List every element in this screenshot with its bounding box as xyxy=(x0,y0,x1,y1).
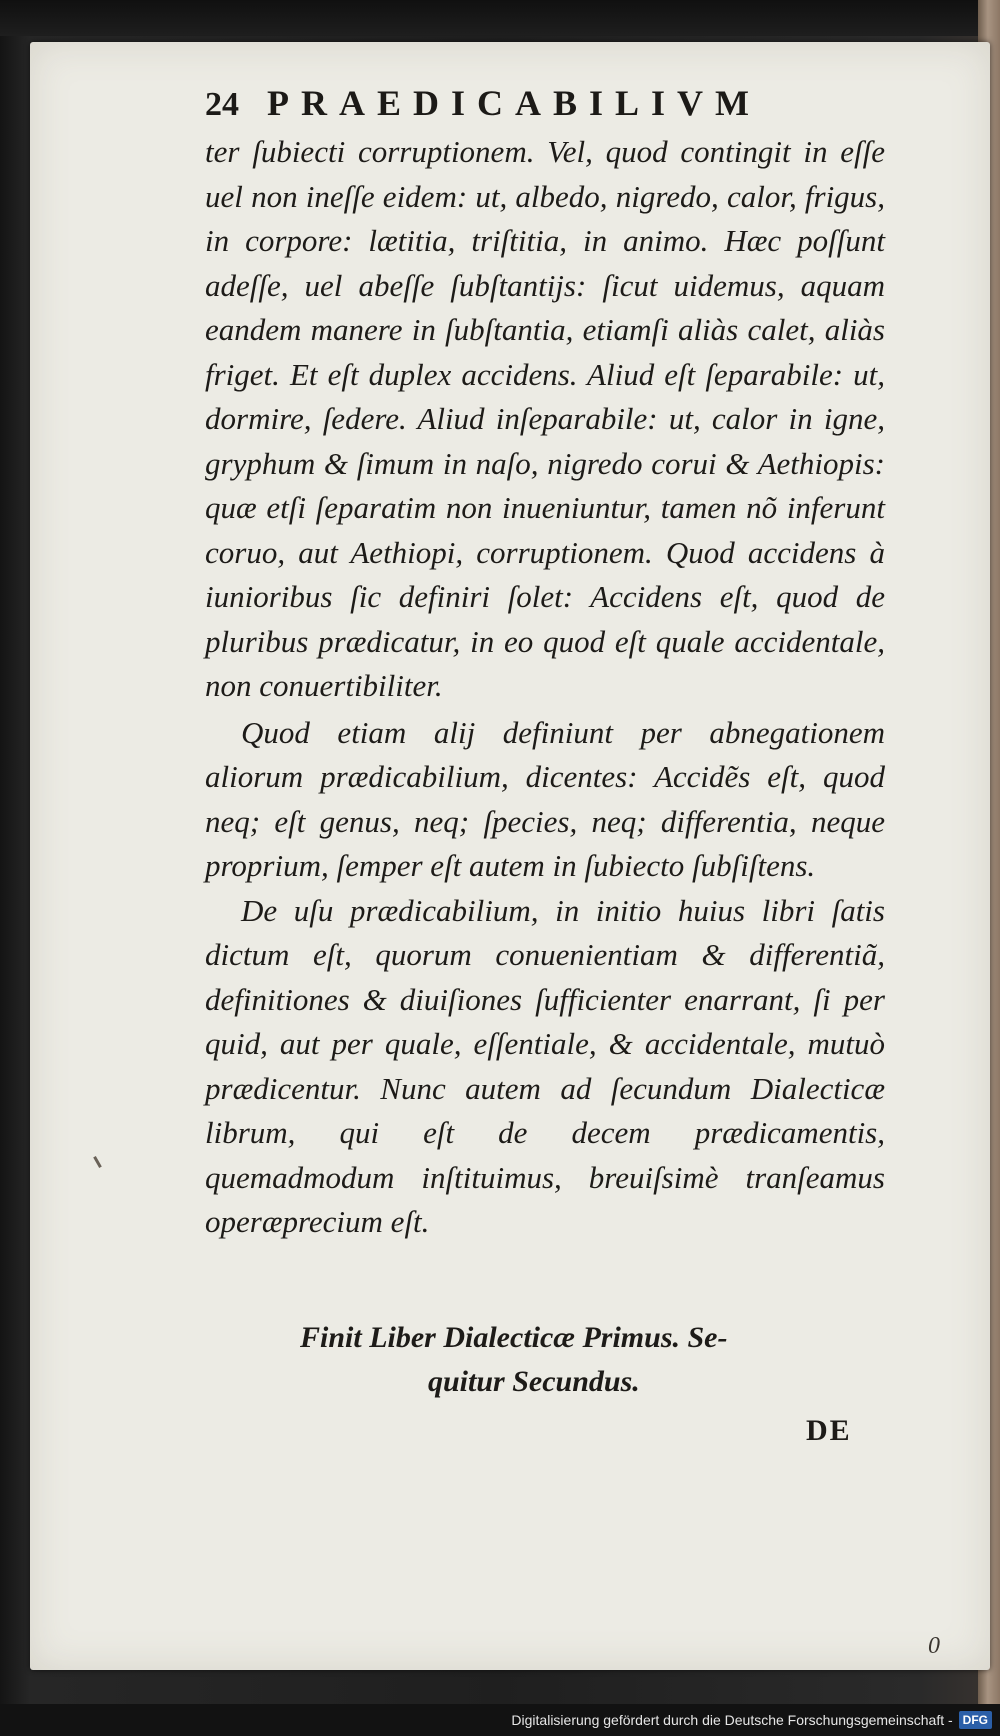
scan-top-edge xyxy=(0,0,1000,36)
colophon xyxy=(300,1316,780,1404)
digitization-footer xyxy=(0,1704,1000,1736)
body-text xyxy=(205,130,885,1245)
footer-credit: Digitalisierung gefördert durch die Deutsche Forschungsgemeinschaft - xyxy=(511,1712,953,1728)
running-head xyxy=(205,82,845,124)
catchword: DE xyxy=(806,1414,852,1447)
paragraph-2: Quod etiam alij definiunt per abnegationem aliorum prædicabilium, dicentes: Accidẽs eſt, quod neq; eſt genus, neq; ſpecies, neq; differentia, neque proprium, ſemper eſt autem in ſubiecto ſubſiſtens. xyxy=(205,714,885,883)
running-title: PRAEDICABILIVM xyxy=(267,83,762,123)
colophon-line-2: quitur Secundus. xyxy=(428,1365,640,1398)
corner-mark: 0 xyxy=(928,1633,940,1659)
dfg-logo: DFG xyxy=(959,1711,992,1729)
page-number: 24 xyxy=(205,86,239,123)
paragraph-1: ter ſubiecti corruptionem. Vel, quod contingit in eſſe uel non ineſſe eidem: ut, albedo, nigredo, calor, frigus, in corpore: lætitia, triſtitia, in animo. Hæc poſſunt adeſſe, uel abeſſe ſubſtantijs: ſicut uidemus, aquam eandem manere in ſubſtantia, etiamſi aliàs calet, aliàs friget. Et eſt duplex accidens. Aliud eſt ſeparabile: ut, dormire, ſedere. Aliud inſeparabile: ut, calor in igne, gryphum & ſimum in naſo, nigredo corui & Aethiopis: quæ etſi ſeparatim non inueniuntur, tamen nõ inferunt coruo, aut Aethiopi, corruptionem. Quod accidens à iunioribus ſic definiri ſolet: Accidens eſt, quod de pluribus prædicatur, in eo quod eſt quale accidentale, non conuertibiliter. xyxy=(205,134,885,703)
colophon-line-1: Finit Liber Dialecticæ Primus. Se- xyxy=(300,1321,728,1354)
paragraph-3: De uſu prædicabilium, in initio huius libri ſatis dictum eſt, quorum conuenientiam & differentiã, definitiones & diuiſiones ſufficienter enarrant, ſi per quid, aut per quale, eſſentiale, & accidentale, mutuò prædicentur. Nunc autem ad ſecundum Dialecticæ librum, qui eſt de decem prædicamentis, quemadmodum inſtituimus, breuiſsimè tranſeamus operæprecium eſt. xyxy=(205,892,885,1239)
